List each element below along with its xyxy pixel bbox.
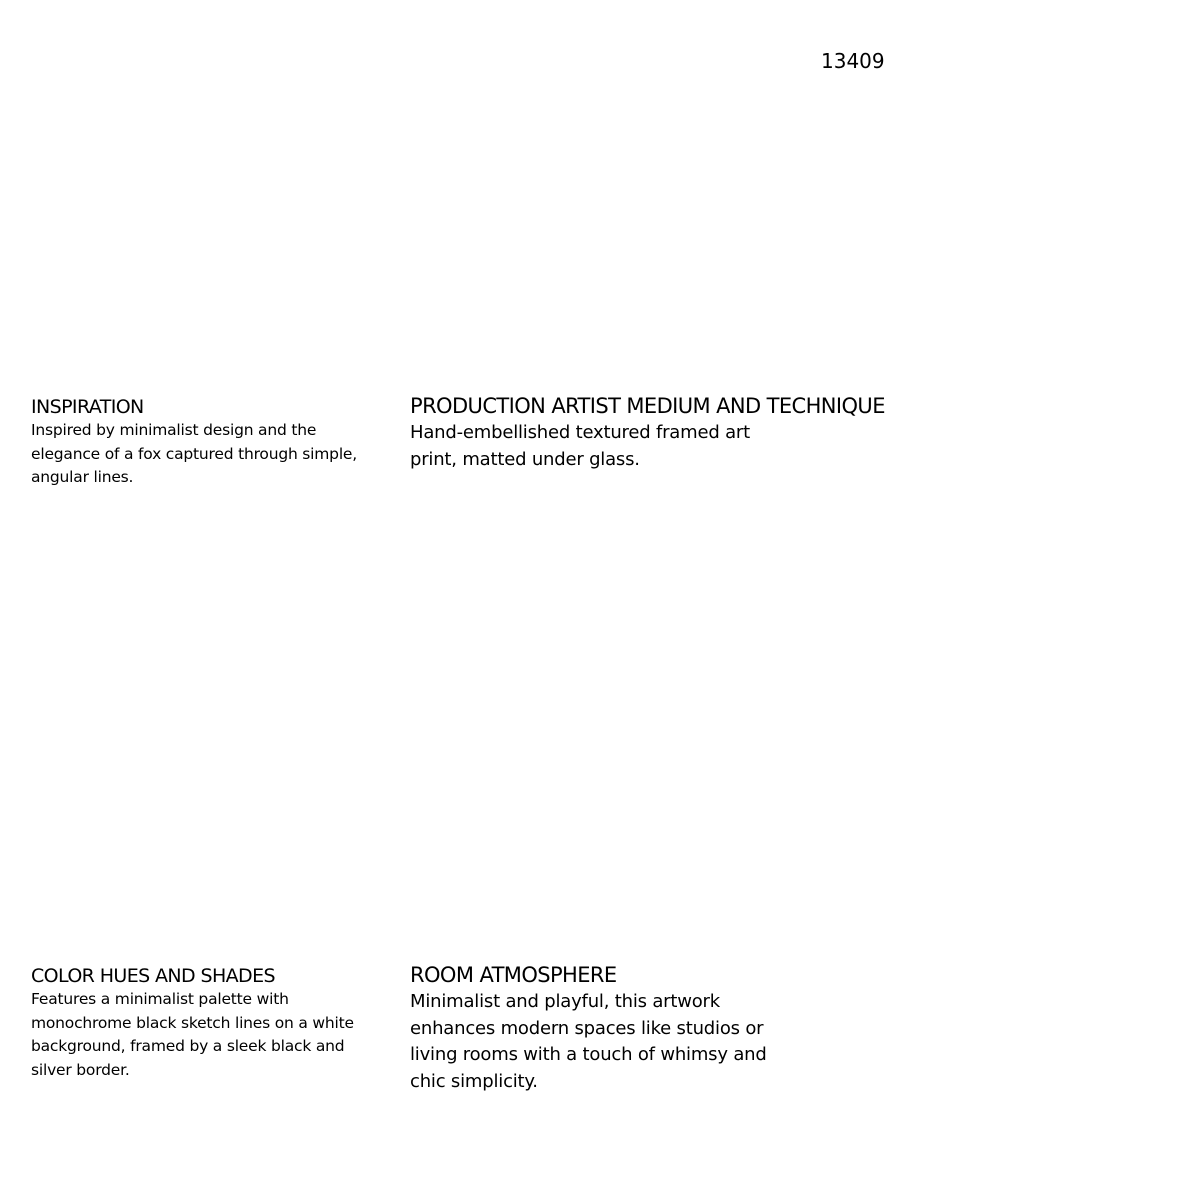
section-body-room-atmosphere: Minimalist and playful, this artwork enhances modern spaces like studios or living rooms with a touch of whimsy and chic simplicity. — [410, 991, 767, 1092]
section-body-color-hues: Features a minimalist palette with monochrome black sketch lines on a white background, framed by a sleek black and silver border. — [31, 990, 354, 1079]
section-title-inspiration: INSPIRATION — [31, 396, 144, 418]
section-title-medium-technique: PRODUCTION ARTIST MEDIUM AND TECHNIQUE — [410, 394, 885, 418]
section-color-hues — [31, 964, 376, 1082]
section-room-atmosphere — [410, 962, 770, 1095]
section-inspiration — [31, 395, 376, 490]
section-medium-technique — [410, 393, 885, 473]
section-title-room-atmosphere: ROOM ATMOSPHERE — [410, 963, 617, 987]
section-title-color-hues: COLOR HUES AND SHADES — [31, 965, 275, 987]
section-body-inspiration: Inspired by minimalist design and the elegance of a fox captured through simple, angular lines. — [31, 421, 357, 486]
section-body-medium-technique: Hand-embellished textured framed art print, matted under glass. — [410, 422, 750, 470]
product-code: 13409 — [821, 49, 885, 73]
